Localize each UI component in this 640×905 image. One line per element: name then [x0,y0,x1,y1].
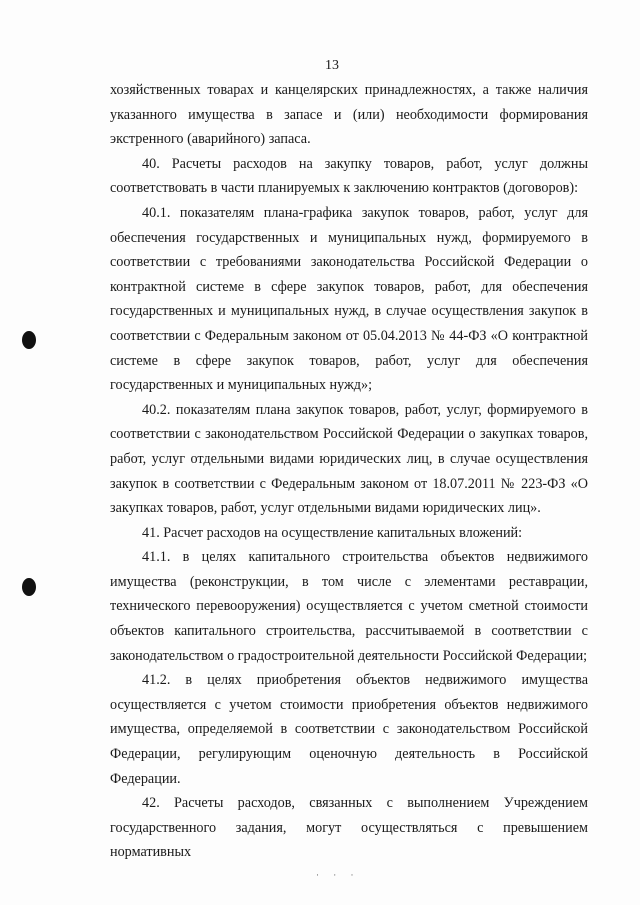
paragraph-42: 42. Расчеты расходов, связанных с выполнением Учреждением государственного задания, могут осуществляться с превышением нормативных [110,795,588,861]
document-body [110,78,588,865]
paragraph-40-1: 40.1. показателям плана-графика закупок товаров, работ, услуг для обеспечения государственных и муниципальных нужд, формируемого в соответствии с требованиями законодательства Российской Федерации о контрактной системе в сфере закупок товаров, работ, для обеспечения государственных и муниципальных нужд, в случае осуществления закупок в соответствии с Федеральным законом от 05.04.2013 № 44-ФЗ «О контрактной системе в сфере закупок товаров, работ, услуг для обеспечения государственных и муниципальных нужд»; [110,204,588,394]
paragraph-continuation: хозяйственных товарах и канцелярских принадлежностях, а также наличия указанного имущества в запасе и (или) необходимости формирования экстренного (аварийного) запаса. [110,82,588,148]
paragraph-41-2: 41.2. в целях приобретения объектов недвижимого имущества осуществляется с учетом стоимости приобретения объектов недвижимого имущества, определяемой в соответствии с законодательством Российской Федерации, регулирующим оценочную деятельность в Российской Федерации. [110,672,588,787]
binder-hole-top [22,331,36,349]
paragraph-41: 41. Расчет расходов на осуществление капитальных вложений: [142,524,523,541]
paragraph-40-2: 40.2. показателям плана закупок товаров, работ, услуг, формируемого в соответствии с законодательством Российской Федерации о закупках товаров, работ, услуг отдельными видами юридических лиц, в случае осуществления закупок в соответствии с Федеральным законом от 18.07.2011 № 223-ФЗ «О закупках товаров, работ, услуг отдельными видами юридических лиц». [110,401,588,517]
page-number: 13 [325,58,339,73]
binder-hole-bottom [22,578,36,596]
scan-specks: · · · [316,870,360,880]
paragraph-40: 40. Расчеты расходов на закупку товаров, работ, услуг должны соответствовать в части планируемых к заключению контрактов (договоров): [110,155,588,197]
paragraph-41-1: 41.1. в целях капитального строительства объектов недвижимого имущества (реконструкции, в том числе с элементами реставрации, технического перевооружения) осуществляется с учетом сметной стоимости объектов капитального строительства, рассчитываемой в соответствии с законодательством о градостроительной деятельности Российской Федерации; [110,549,588,664]
